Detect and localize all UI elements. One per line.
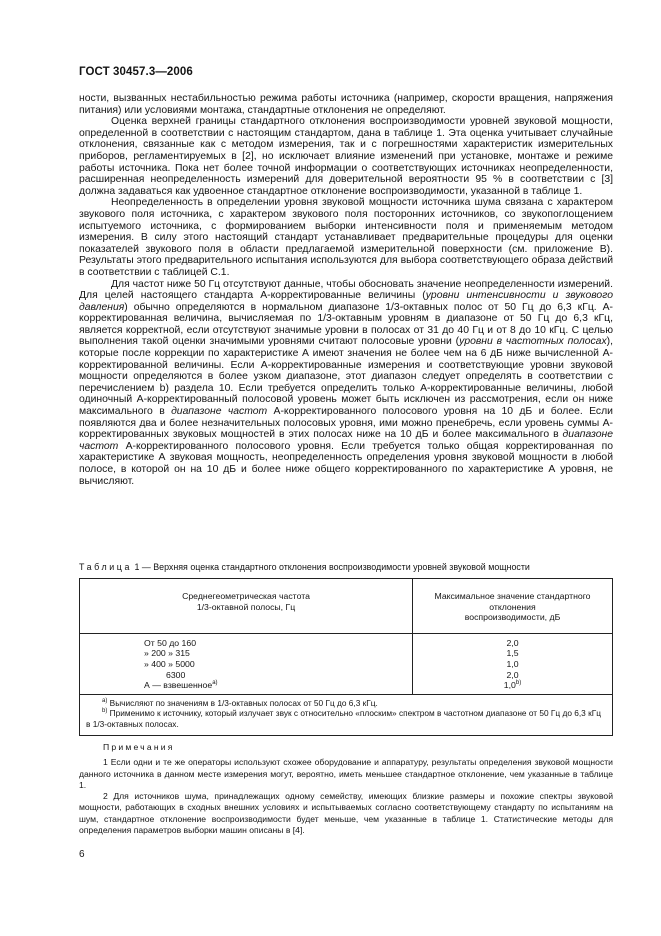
p4-text-c: ), которые после коррекции по характеристике А имеют значения не более чем на 6 дБ ниже вычисленной А-корректированной величины. Если А-корректированные измерения и соответствующие уровни звуковой мощности определяются в более узком диапазоне, этот диапазон следует определять в соответствии с перечислением b) раздела 10. Если требуется определить только А-корректированные величины, любой одиночный А-корректированный полосовой уровень может быть исключен из рассмотрения, если он ниже максимального в — [79, 336, 614, 418]
value-column — [413, 633, 613, 694]
paragraph-1: ности, вызванных нестабильностью режима работы источника (например, скорости вращения, напряжения питания) или условиями монтажа, стандартные отклонения не определяют. — [79, 93, 613, 116]
table-header-row — [80, 579, 613, 634]
table-1 — [79, 578, 613, 736]
freq-cell: От 50 до 160 — [144, 637, 197, 648]
notes-title: Примечания — [103, 742, 175, 752]
table-footnotes — [80, 694, 613, 736]
p4-text-b: ) обычно определяются в нормальном диапазоне 1/3-октавных полос от 50 Гц до 6,3 кГц. А-корректированная величина, вычисляемая по 1/3-октавным уровням в диапазоне от 50 Гц до 6,3 кГц, является корректной, если отсутствуют значимые уровни в полосах от 31 до 40 Гц и от 8 до 10 кГц. С целью выполнения такой оценки значимыми уровнями считают полосовые уровни ( — [79, 301, 613, 348]
p4-text-d: А-корректированного полосового уровня на 10 дБ и более. Если появляются два и более незначительных полосовых уровня, ими можно пренебречь, если уровень суммы А-корректированных звуковых мощностей в этих полосах ниже на 10 дБ и более максимального в — [79, 406, 613, 441]
p4-italic-c: диапазоне частот — [171, 406, 268, 418]
table-footnote-b — [86, 708, 606, 729]
table-footnotes-row — [80, 694, 613, 736]
col1-header-line1: Среднегеометрическая частота — [182, 591, 310, 601]
p4-italic-d: диапазоне частот — [79, 429, 613, 452]
col2-header — [413, 579, 613, 634]
note-2: 2 Для источников шума, принадлежащих одному семейству, имеющих близкие размеры и похожие спектры звуковой мощности, работающих в сходных внешних условиях и испытываемых согласно соответствующему стандарту по испытаниям на шум, стандартное отклонение воспроизводимости будет меньше, чем указанные в таблице 1. Статистические методы для определения параметров выборки машин описаны в [4]. — [79, 791, 613, 836]
paragraph-2: Оценка верхней границы стандартного отклонения воспроизводимости уровней звуковой мощности, определенной в соответствии с настоящим стандартом, дана в таблице 1. Эта оценка учитывает случайные отклонения, связанные как с методом измерения, так и с погрешностями характеристик измерительных приборов, регламентируемых в [2], но исключает влияние изменений при установке, монтаже и режиме работы источника. Пока нет более точной информации о соответствующих источниках неопределенности, расширенная неопределенность измерений для доверительной вероятности 95 % в соответствии с [3] должна задаваться как удвоенное стандартное отклонение воспроизводимости, указанной в таблице 1. — [79, 116, 613, 197]
table-footnote-a — [86, 698, 606, 709]
body-text — [79, 93, 613, 487]
col2-header-line1: Максимальное значение стандартного отклонения — [434, 591, 591, 612]
footnote-b-mark: b) — [102, 708, 108, 715]
notes-section — [79, 742, 613, 836]
table-caption — [79, 562, 613, 572]
footnote-mark-a: a) — [212, 680, 218, 687]
value-cell: 1,5 — [506, 648, 519, 659]
freq-column — [80, 633, 413, 694]
freq-cell: 6300 — [166, 669, 186, 680]
p4-text-a: Для частот ниже 50 Гц отсутствуют данные, чтобы обосновать значение неопределенности измерений. Для целей настоящего стандарта А-корректированные величины ( — [79, 278, 613, 302]
footnote-b-text: Применимо к источнику, который излучает звук с относительно «плоским» спектром в частотном диапазоне от 50 Гц до 6,3 кГц в 1/3-октавных полосах. — [86, 708, 601, 729]
value-weighted: 1,0 — [503, 680, 516, 691]
paragraph-4 — [79, 279, 613, 488]
freq-cell-weighted — [144, 680, 412, 691]
footnote-a-text: Вычисляют по значениям в 1/3-октавных полосах от 50 Гц до 6,3 кГц. — [109, 697, 378, 708]
table-caption-text: 1 — Верхняя оценка стандартного отклонения воспроизводимости уровней звуковой мощности — [134, 562, 530, 572]
col2-header-line2: воспроизводимости, дБ — [464, 612, 561, 623]
freq-weighted-label: А — взвешенное — [144, 680, 213, 691]
p4-italic-a: уровни интенсивности и звукового давления — [79, 290, 613, 313]
page-number: 6 — [79, 849, 85, 860]
document-header: ГОСТ 30457.3—2006 — [79, 66, 193, 78]
table-caption-word: Таблица — [79, 562, 132, 572]
p4-text-e: А-корректированного полосового уровня. Если требуется только общая корректированная по характеристике А звуковая мощность, неопределенность определения уровня звуковой мощности в любой полосе, в которой он на 10 дБ и более ниже общего корректированного по характеристике А уровня, не вычисляют. — [79, 440, 613, 487]
note-1: 1 Если одни и те же операторы используют схожее оборудование и аппаратуру, результаты определения звуковой мощности данного источника в данном месте измерения могут, вероятно, иметь меньшее стандартное отклонение, чем указанные в таблице 1. — [79, 757, 613, 790]
value-cell: 2,0 — [506, 669, 519, 680]
p4-italic-b: уровни в частотных полосах — [459, 336, 607, 348]
footnote-mark-b: b) — [515, 680, 522, 687]
col1-header-line2: 1/3-октавной полосы, Гц — [196, 601, 296, 612]
freq-cell: » 400 » 5000 — [144, 658, 195, 669]
value-cell-weighted — [413, 680, 612, 691]
value-cell: 2,0 — [506, 637, 519, 648]
freq-cell: » 200 » 315 — [144, 648, 190, 659]
value-cell: 1,0 — [506, 658, 519, 669]
col1-header — [80, 579, 413, 634]
paragraph-3: Неопределенность в определении уровня звуковой мощности источника шума связана с характером звукового поля источника, с характером звукового поля посторонних источников, со звукопоглощением испытуемого источника, с формированием выборки интенсивности поля и применяемым методом измерения. В силу этого настоящий стандарт устанавливает предварительные процедуры для оценки показателей звукового поля в области предлагаемой измерительной поверхности (см. приложение В). Результаты этого предварительного испытания используются для выбора соответствующего образа действий в соответствии с таблицей С.1. — [79, 197, 613, 278]
footnote-a-mark: a) — [102, 697, 108, 704]
table-body-row — [80, 633, 613, 694]
